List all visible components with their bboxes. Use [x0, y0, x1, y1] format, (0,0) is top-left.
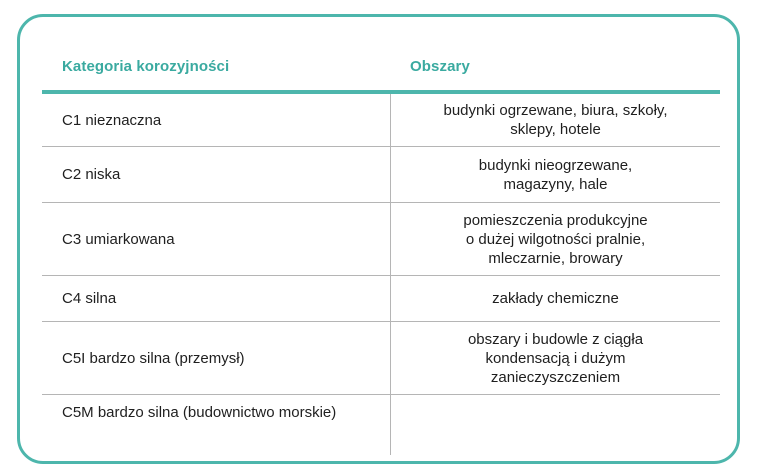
- areas-cell: obszary i budowle z ciągła kondensacją i dużym zanieczyszczeniem: [390, 322, 720, 394]
- header-category: Kategoria korozyjności: [62, 58, 230, 75]
- category-cell: C3 umiarkowana: [62, 230, 175, 248]
- category-cell: C2 niska: [62, 166, 121, 183]
- header-areas: Obszary: [410, 58, 470, 75]
- areas-cell: budynki ogrzewane, biura, szkoły, sklepy, hotele: [390, 94, 720, 146]
- areas-cell: zakłady chemiczne: [390, 276, 720, 321]
- table-row: [42, 203, 720, 276]
- category-cell: C1 nieznaczna: [62, 111, 162, 129]
- table-body: [42, 94, 720, 455]
- table-row: [42, 322, 720, 395]
- category-cell: C5M bardzo silna (budownictwo morskie): [62, 404, 337, 421]
- table-header: [42, 50, 720, 88]
- areas-cell: [390, 395, 720, 455]
- areas-cell: pomieszczenia produkcyjne o dużej wilgotności pralnie, mleczarnie, browary: [390, 203, 720, 275]
- table-row: [42, 276, 720, 322]
- category-cell: C4 silna: [62, 290, 117, 307]
- areas-cell: budynki nieogrzewane, magazyny, hale: [390, 147, 720, 202]
- table-row: [42, 147, 720, 203]
- table-row: [42, 395, 720, 455]
- category-cell: C5I bardzo silna (przemysł): [62, 349, 245, 367]
- table-row: [42, 94, 720, 147]
